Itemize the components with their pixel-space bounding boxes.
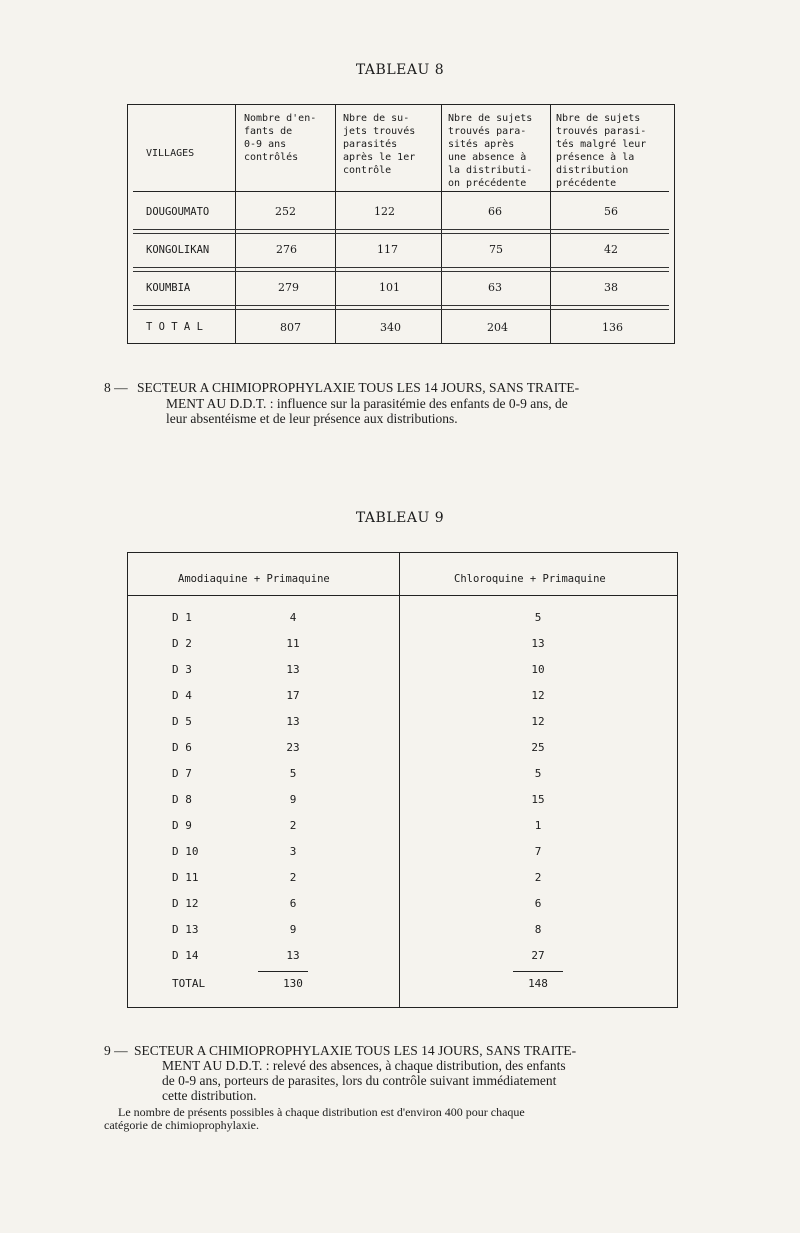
chloroquine-value: 1 [534, 819, 542, 832]
distribution-label: D 6 [172, 741, 192, 754]
header-sujets-parasites: Nbre de su- jets trouvés parasités après le 1er contrôle [343, 113, 416, 176]
distribution-label: D 14 [172, 949, 199, 962]
sum-rule [258, 971, 308, 972]
chloroquine-value: 25 [531, 741, 545, 754]
chloroquine-value: 5 [534, 611, 542, 624]
chloroquine-value: 27 [531, 949, 545, 962]
distribution-label: D 13 [172, 923, 199, 936]
amodiaquine-value: 4 [289, 611, 297, 624]
table-row [128, 715, 677, 737]
caption-8-line3: leur absentéisme et de leur présence aux distributions. [166, 411, 458, 426]
cell-value: 204 [487, 321, 508, 334]
amodiaquine-value: 13 [286, 949, 300, 962]
table-row [128, 819, 677, 841]
table-row [128, 767, 677, 789]
sum-rule [513, 971, 563, 972]
cell-value: 340 [380, 321, 401, 334]
amodiaquine-value: 3 [289, 845, 297, 858]
cell-value: 42 [604, 243, 618, 256]
caption-9-line4: cette distribution. [162, 1088, 257, 1103]
table-divider [335, 105, 336, 343]
cell-value: 252 [275, 205, 296, 218]
total-label: T O T A L [146, 321, 203, 333]
amodiaquine-value: 11 [286, 637, 300, 650]
table-row [128, 845, 677, 867]
caption-9-number: 9 — [104, 1043, 128, 1058]
tableau-8-title: TABLEAU 8 [355, 62, 445, 78]
table-row [128, 611, 677, 633]
caption-8-line1: SECTEUR A CHIMIOPROPHYLAXIE TOUS LES 14 JOURS, SANS TRAITE- [137, 380, 580, 395]
caption-9-line2: MENT AU D.D.T. : relevé des absences, à chaque distribution, des enfants [162, 1058, 566, 1073]
cell-value: 136 [602, 321, 623, 334]
table-rule [128, 595, 677, 596]
table-rule [133, 305, 669, 306]
amodiaquine-value: 23 [286, 741, 300, 754]
distribution-label: D 12 [172, 897, 199, 910]
amodiaquine-value: 9 [289, 923, 297, 936]
village-name: DOUGOUMATO [146, 206, 210, 218]
chloroquine-value: 12 [531, 689, 545, 702]
table-row [128, 663, 677, 685]
distribution-label: D 9 [172, 819, 192, 832]
cell-value: 807 [280, 321, 301, 334]
note-line2: catégorie de chimioprophylaxie. [104, 1118, 259, 1132]
chloroquine-value: 12 [531, 715, 545, 728]
amodiaquine-value: 17 [286, 689, 300, 702]
cell-value: 75 [489, 243, 503, 256]
header-amodiaquine: Amodiaquine + Primaquine [178, 573, 330, 585]
distribution-label: D 10 [172, 845, 199, 858]
amodiaquine-value: 13 [286, 663, 300, 676]
header-chloroquine: Chloroquine + Primaquine [454, 573, 606, 585]
cell-value: 101 [379, 281, 400, 294]
table-rule [133, 271, 669, 272]
table-rule [133, 229, 669, 230]
table-rule [133, 191, 669, 192]
table-row [128, 871, 677, 893]
chloroquine-value: 10 [531, 663, 545, 676]
tableau-8 [127, 104, 675, 344]
amodiaquine-value: 13 [286, 715, 300, 728]
caption-9-line1: SECTEUR A CHIMIOPROPHYLAXIE TOUS LES 14 JOURS, SANS TRAITE- [134, 1043, 577, 1058]
cell-value: 279 [278, 281, 299, 294]
chloroquine-value: 7 [534, 845, 542, 858]
table-divider [441, 105, 442, 343]
caption-8-number: 8 — [104, 380, 128, 395]
amodiaquine-total: 130 [283, 977, 303, 990]
distribution-label: D 4 [172, 689, 192, 702]
distribution-label: D 2 [172, 637, 192, 650]
table-row [128, 689, 677, 711]
distribution-label: D 5 [172, 715, 192, 728]
amodiaquine-value: 2 [289, 871, 297, 884]
cell-value: 66 [488, 205, 502, 218]
tableau-9 [127, 552, 678, 1008]
total-row [128, 977, 677, 999]
distribution-label: D 8 [172, 793, 192, 806]
village-name: KONGOLIKAN [146, 244, 210, 256]
amodiaquine-value: 5 [289, 767, 297, 780]
cell-value: 122 [374, 205, 395, 218]
table-row [128, 793, 677, 815]
table-divider [235, 105, 236, 343]
cell-value: 63 [488, 281, 502, 294]
chloroquine-value: 8 [534, 923, 542, 936]
cell-value: 38 [604, 281, 618, 294]
village-name: KOUMBIA [146, 282, 191, 294]
amodiaquine-value: 2 [289, 819, 297, 832]
chloroquine-value: 2 [534, 871, 542, 884]
table-row [128, 741, 677, 763]
amodiaquine-value: 9 [289, 793, 297, 806]
total-label: TOTAL [172, 977, 206, 990]
table-row [128, 897, 677, 919]
table-row [128, 637, 677, 659]
table-rule [133, 267, 669, 268]
table-rule [133, 233, 669, 234]
distribution-label: D 7 [172, 767, 192, 780]
chloroquine-value: 6 [534, 897, 542, 910]
chloroquine-total: 148 [528, 977, 548, 990]
distribution-label: D 11 [172, 871, 199, 884]
header-parasites-absence: Nbre de sujets trouvés para- sités après une absence à la distributi- on précédente [448, 113, 533, 189]
tableau-9-title: TABLEAU 9 [355, 510, 445, 526]
amodiaquine-value: 6 [289, 897, 297, 910]
cell-value: 117 [377, 243, 398, 256]
table-row [128, 949, 677, 971]
header-parasites-presence: Nbre de sujets trouvés parasi- tés malgré leur présence à la distribution précédente [556, 113, 647, 189]
header-enfants-controles: Nombre d'en- fants de 0-9 ans contrôlés [244, 113, 317, 163]
note-line1: Le nombre de présents possibles à chaque distribution est d'environ 400 pour chaque [118, 1105, 525, 1119]
table-rule [133, 309, 669, 310]
caption-9-line3: de 0-9 ans, porteurs de parasites, lors du contrôle suivant immédiatement [162, 1073, 557, 1088]
chloroquine-value: 5 [534, 767, 542, 780]
chloroquine-value: 13 [531, 637, 545, 650]
header-villages: VILLAGES [146, 148, 195, 159]
table-divider [550, 105, 551, 343]
cell-value: 276 [276, 243, 297, 256]
distribution-label: D 3 [172, 663, 192, 676]
distribution-label: D 1 [172, 611, 192, 624]
chloroquine-value: 15 [531, 793, 545, 806]
cell-value: 56 [604, 205, 618, 218]
table-row [128, 923, 677, 945]
caption-8-line2: MENT AU D.D.T. : influence sur la parasitémie des enfants de 0-9 ans, de [166, 396, 568, 411]
